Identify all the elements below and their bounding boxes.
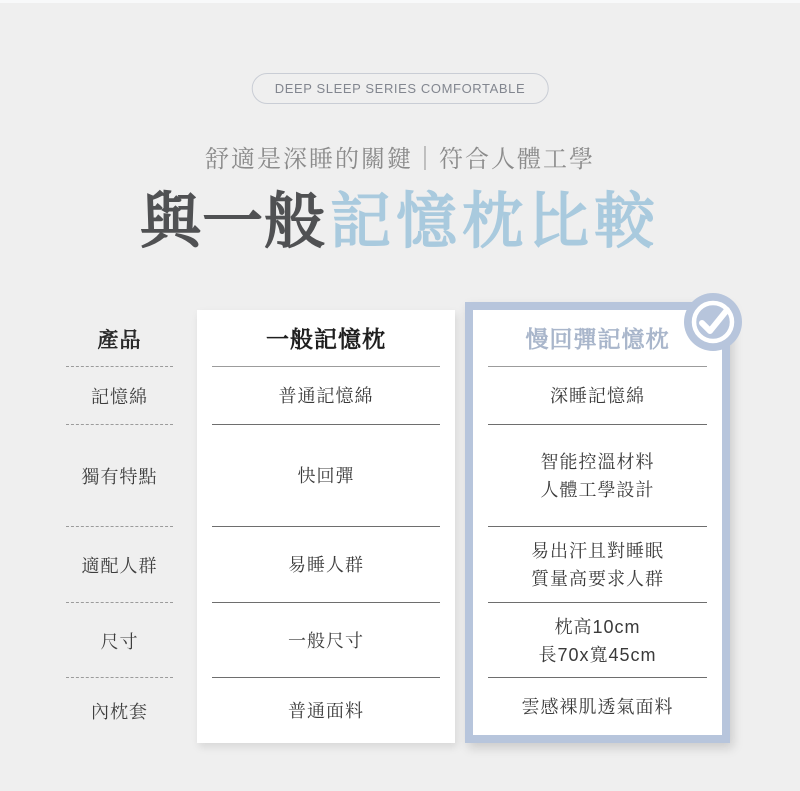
series-badge [252, 73, 549, 104]
cell-line: 一般尺寸 [288, 630, 364, 651]
title-accent-part: 記憶枕比較 [330, 187, 661, 255]
cell-line: 深睡記憶綿 [550, 386, 645, 406]
cell-line: 普通記憶綿 [278, 386, 374, 406]
cell-line: 易睡人群 [288, 555, 364, 575]
row-label-inner-cover: 內枕套 [91, 701, 148, 722]
cell-line: 易出汗且對睡眠 [531, 541, 664, 561]
highlight-column-header: 慢回彈記憶枕 [473, 310, 722, 367]
highlight-cell-inner-cover [473, 678, 722, 735]
cell-line: 普通面料 [288, 700, 364, 721]
check-circle-icon [684, 293, 742, 351]
top-divider [0, 0, 800, 3]
row-label-memory-foam: 記憶綿 [60, 367, 179, 425]
highlight-cell-suitable-users [473, 527, 722, 603]
cell-line: 長70x寬45cm [538, 644, 657, 665]
cell-line: 雲感裸肌透氣面料 [521, 696, 674, 717]
cell-line: 智能控溫材料 [540, 452, 655, 472]
ordinary-cell-memory-foam [197, 367, 455, 425]
cell-line: 枕高10cm [554, 616, 641, 637]
row-label-unique-features: 獨有特點 [60, 425, 179, 527]
ordinary-cell-size [197, 603, 455, 678]
column-slow-rebound-pillow [465, 302, 730, 743]
cell-line: 質量高要求人群 [531, 569, 664, 589]
title-dark-part: 與一般 [139, 187, 326, 255]
cell-line: 快回彈 [297, 466, 355, 486]
ordinary-cell-inner-cover [197, 678, 455, 743]
ordinary-column-header: 一般記憶枕 [197, 310, 455, 367]
highlight-cell-size [473, 603, 722, 678]
column-ordinary-pillow [197, 310, 455, 743]
page-title [0, 186, 800, 256]
series-badge-label: DEEP SLEEP SERIES COMFORTABLE [274, 81, 526, 96]
subtitle: 舒適是深睡的關鍵｜符合人體工學 [205, 146, 595, 173]
cell-line: 人體工學設計 [540, 480, 655, 500]
ordinary-cell-unique-features [197, 425, 455, 527]
row-label-suitable-users: 適配人群 [60, 527, 179, 603]
highlight-cell-unique-features [473, 425, 722, 527]
highlight-cell-memory-foam [473, 367, 722, 425]
ordinary-cell-suitable-users [197, 527, 455, 603]
row-label-product: 產品 [60, 310, 179, 367]
row-labels-column [60, 310, 179, 743]
row-label-size: 尺寸 [60, 603, 179, 678]
